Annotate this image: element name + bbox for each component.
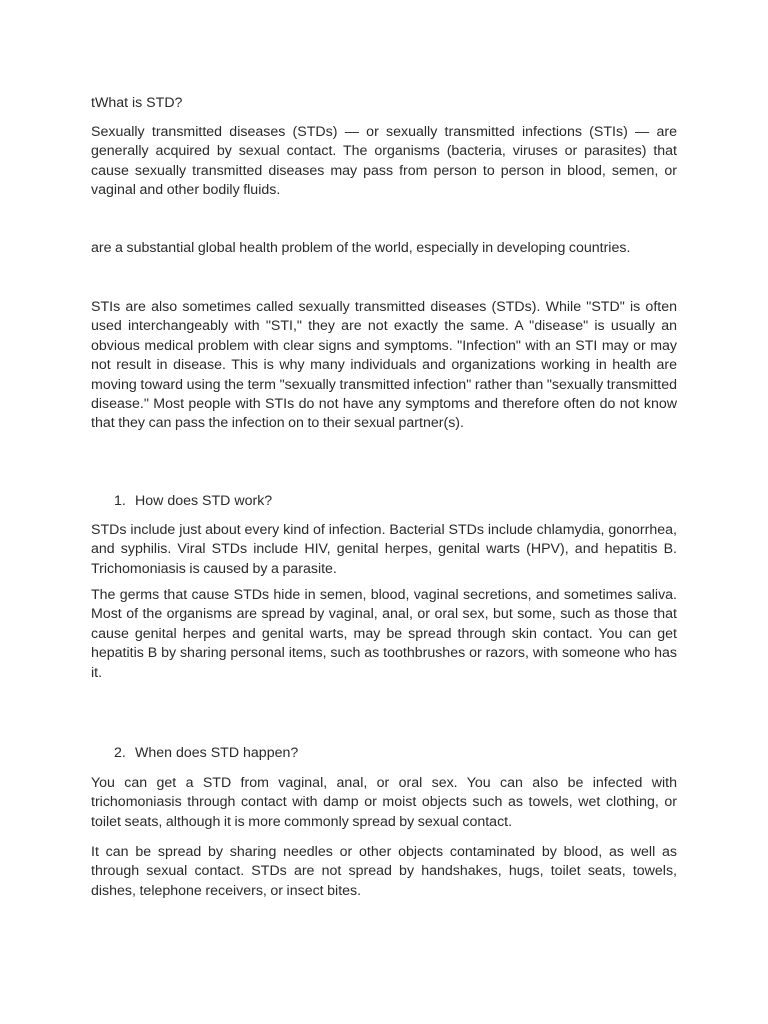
section-2-paragraph-1: You can get a STD from vaginal, anal, or oral sex. You can also be infected with trichomoniasis through contact with damp or moist objects such as towels, wet clothing, or toilet seats, although it is more commonly spread by sexual contact. bbox=[91, 775, 677, 830]
sti-vs-std-paragraph: STIs are also sometimes called sexually transmitted diseases (STDs). While "STD" is often used interchangeably with "STI," they are not exactly the same. A "disease" is usually an obvious medical problem with clear signs and symptoms. "Infection" with an STI may or may not result in disease. This is why many individuals and organizations working in health are moving toward using the term "sexually transmitted infection" rather than "sexually transmitted disease." Most people with STIs do not have any symptoms and therefore often do not know that they can pass the infection on to their sexual partner(s). bbox=[91, 299, 677, 432]
section-2-paragraph-2: It can be spread by sharing needles or other objects contaminated by blood, as well as through sexual contact. STDs are not spread by handshakes, hugs, toilet seats, towels, dishes, telephone receivers, or insect bites. bbox=[91, 844, 677, 899]
section-2-number: 2. bbox=[114, 745, 126, 761]
section-1-heading bbox=[114, 492, 272, 511]
section-1-paragraph-1: STDs include just about every kind of infection. Bacterial STDs include chlamydia, gonorrhea, and syphilis. Viral STDs include HIV, genital herpes, genital warts (HPV), and hepatitis B. Trichomoniasis is caused by a parasite. bbox=[91, 522, 677, 577]
section-1-number: 1. bbox=[114, 493, 126, 509]
section-2-heading bbox=[114, 744, 298, 763]
section-1-heading-text: How does STD work? bbox=[135, 493, 273, 509]
document-title: tWhat is STD? bbox=[91, 95, 183, 111]
global-problem-paragraph: are a substantial global health problem of the world, especially in developing countries. bbox=[91, 240, 631, 256]
section-1-paragraph-2: The germs that cause STDs hide in semen, blood, vaginal secretions, and sometimes saliva. Most of the organisms are spread by vaginal, anal, or oral sex, but some, such as those that cause genital herpes and genital warts, may be spread through skin contact. You can get hepatitis B by sharing personal items, such as toothbrushes or razors, with someone who has it. bbox=[91, 587, 677, 681]
intro-paragraph: Sexually transmitted diseases (STDs) — or sexually transmitted infections (STIs) — are generally acquired by sexual contact. The organisms (bacteria, viruses or parasites) that cause sexually transmitted diseases may pass from person to person in blood, semen, or vaginal and other bodily fluids. bbox=[91, 124, 677, 199]
section-2-heading-text: When does STD happen? bbox=[135, 745, 299, 761]
